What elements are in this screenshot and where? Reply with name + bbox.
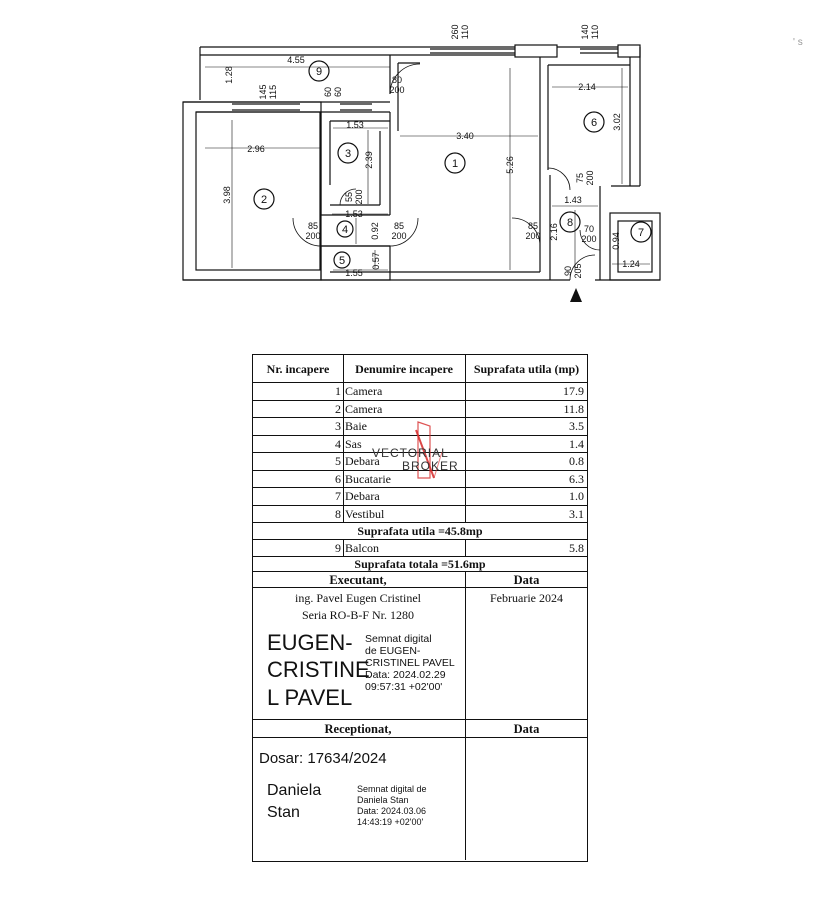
entrance-arrow-icon [570,288,582,302]
room-number-5: 5 [338,255,346,267]
dim-room6-door: 75 [575,172,585,184]
row-nr: 3 [335,419,341,433]
watermark-logo [372,420,464,482]
row-area: 0.8 [569,454,584,468]
row-nr: 8 [335,506,341,521]
dim-room6-door-sub: 200 [585,170,595,186]
dim-door-left: 85 [307,221,319,231]
executant-body [253,588,587,720]
dim-room7-door: 70 [583,224,595,234]
executant-cell [253,588,463,719]
subtotal-text: Suprafata utila =45.8mp [357,524,483,538]
table-row [253,488,587,506]
dim-room2-height: 3.98 [222,186,232,204]
dim-room6-height: 3.02 [612,113,622,131]
room-number-7: 7 [637,227,645,239]
watermark-line2: BROKER [402,459,459,473]
room-number-2: 2 [260,194,268,206]
row-nr: 5 [335,454,341,468]
dim-room1-width: 3.40 [456,131,474,141]
table-row [253,540,587,557]
dim-room1-height: 5.26 [505,156,515,174]
receptionat-label: Receptionat, [324,722,392,736]
row-area: 5.8 [569,541,584,555]
dim-room2-window-sub: 115 [268,84,278,100]
row-name: Balcon [345,541,379,555]
row-name: Sas [345,436,362,451]
dim-balcony-door: 80 [391,75,403,85]
total-text: Suprafata totala =51.6mp [354,557,486,571]
dim-room3-width: 1.53 [346,120,364,130]
dim-room7-door-sub: 200 [581,234,597,244]
dim-room2-width: 2.96 [247,144,265,154]
row-nr: 4 [335,436,341,451]
dim-entry-door-sub: 205 [573,263,583,279]
executant-data-label: Data [513,573,540,587]
row-name: Camera [345,384,383,398]
receptionat-data-label: Data [513,722,540,736]
row-area: 3.5 [569,419,584,433]
dim-room8-height: 2.16 [549,223,559,241]
row-nr: 2 [335,401,341,416]
room-number-9: 9 [315,66,323,78]
row-area: 1.4 [569,436,584,451]
dim-room7-width: 1.24 [622,259,640,269]
row-name: Bucatarie [345,471,391,486]
dim-room3-door-sub: 200 [354,189,364,205]
row-area: 6.3 [569,471,584,486]
signature-receptionat: Daniela Stan Semnat digital de Daniela Stan Data: 2024.03.06 14:43:19 +02'00' [267,782,427,827]
dim-top-right: 140 [580,24,590,40]
executant-series: Seria RO-B-F Nr. 1280 [302,608,414,622]
svg-text:' s: ' s [793,37,803,48]
dim-balcony-len: 4.55 [287,55,305,65]
executant-name: ing. Pavel Eugen Cristinel [295,591,421,605]
dim-room5-height: 0.57 [371,252,381,270]
row-area: 3.1 [569,506,584,521]
row-area: 1.0 [569,489,584,503]
dosar-number: Dosar: 17634/2024 [259,750,387,767]
table-header [253,355,587,383]
room-number-1: 1 [451,158,459,170]
room-number-6: 6 [590,117,598,129]
executant-label: Executant, [329,573,387,587]
room-number-8: 8 [566,217,574,229]
row-name: Debara [345,489,380,503]
executant-date: Februarie 2024 [490,591,563,605]
dim-entry-door: 90 [563,265,573,277]
dim-room2-window: 145 [258,84,268,100]
dim-door-left-sub: 200 [305,231,321,241]
signature-executant: EUGEN- CRISTINE L PAVEL Semnat digital de EUGEN- CRISTINEL PAVEL Data: 2024.02.29 09:57:31 +02'00' [267,630,455,710]
table-row [253,401,587,419]
row-area: 17.9 [563,384,584,398]
dim-room5-width: 1.55 [345,268,363,278]
dim-room7-height: 0.94 [611,232,621,250]
dim-room3-door: 55 [344,191,354,203]
dim-room8-width: 1.43 [564,195,582,205]
executant-header [253,572,587,588]
header-name: Denumire incapere [355,362,453,376]
room-number-4: 4 [341,224,349,236]
dim-room8-door: 85 [527,221,539,231]
room-number-3: 3 [344,148,352,160]
table-row [253,506,587,524]
dim-top-total: 260 [450,24,460,40]
dim-room3-window-sub: 60 [333,86,343,98]
dim-balcony-depth: 1.28 [224,66,234,84]
row-nr: 1 [335,384,341,398]
dim-door-right: 85 [393,221,405,231]
dim-balcony-door-sub: 200 [389,85,405,95]
receptionat-header [253,720,587,738]
floor-plan [0,0,816,320]
dim-top-total-sub: 110 [460,24,470,40]
dim-room3-window: 60 [323,86,333,98]
receptionat-body [253,738,587,860]
dim-room8-door-sub: 200 [525,231,541,241]
header-area: Suprafata utila (mp) [473,362,580,376]
subtotal-row [253,523,587,540]
row-area: 11.8 [563,401,584,416]
total-row [253,557,587,572]
row-name: Debara [345,454,380,468]
row-name: Vestibul [345,506,385,521]
table-row [253,383,587,401]
row-nr: 9 [335,541,341,555]
dim-room3-height: 2.39 [364,151,374,169]
dim-door-right-sub: 200 [391,231,407,241]
dim-room4-height: 0.92 [370,222,380,240]
dim-room6-width: 2.14 [578,82,596,92]
dim-top-right-sub: 110 [590,24,600,40]
header-nr: Nr. incapere [266,362,330,376]
dim-hall-width: 1.53 [345,209,363,219]
row-name: Baie [345,419,367,433]
row-name: Camera [345,401,383,416]
row-nr: 7 [335,489,341,503]
watermark-line1: VECTORIAL [372,446,449,460]
row-nr: 6 [335,471,341,486]
